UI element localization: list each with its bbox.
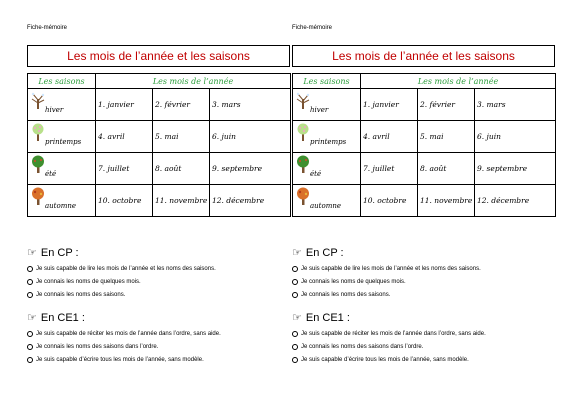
objective-text: Je suis capable de lire les mois de l’année et les noms des saisons. xyxy=(301,265,481,272)
season-cell xyxy=(28,153,96,185)
objective-item[interactable] xyxy=(27,275,290,288)
objective-item[interactable] xyxy=(27,262,290,275)
month-cell: 2. février xyxy=(153,89,210,121)
season-name: été xyxy=(310,170,322,178)
autumn-tree-icon xyxy=(295,187,311,205)
ce1-objectives xyxy=(27,311,290,366)
header-seasons: Les saisons xyxy=(293,74,361,89)
table-row xyxy=(293,153,556,185)
pointing-hand-icon: ☞ xyxy=(292,312,302,324)
season-name: printemps xyxy=(45,138,82,146)
ce1-heading: En CE1 : xyxy=(305,311,350,324)
pointing-hand-icon: ☞ xyxy=(292,247,302,259)
month-cell: 2. février xyxy=(418,89,475,121)
table-row xyxy=(293,185,556,217)
month-cell: 7. juillet xyxy=(96,153,153,185)
table-header-row xyxy=(293,74,556,89)
checkbox-circle-icon[interactable] xyxy=(27,357,33,363)
month-cell: 11. novembre xyxy=(418,185,475,217)
season-cell xyxy=(28,121,96,153)
table-row xyxy=(293,89,556,121)
objective-item[interactable] xyxy=(292,340,555,353)
checkbox-circle-icon[interactable] xyxy=(27,266,33,272)
objective-item[interactable] xyxy=(27,288,290,301)
ce1-heading: En CE1 : xyxy=(40,311,85,324)
month-cell: 6. juin xyxy=(210,121,291,153)
month-cell: 8. août xyxy=(418,153,475,185)
month-cell: 1. janvier xyxy=(361,89,418,121)
season-cell xyxy=(28,185,96,217)
cp-heading: En CP : xyxy=(305,246,344,259)
objective-text: Je connais les noms des saisons dans l’ordre. xyxy=(301,343,424,350)
months-table xyxy=(292,73,556,217)
objective-text: Je suis capable d’écrire tous les mois de l’année, sans modèle. xyxy=(301,356,469,363)
season-name: hiver xyxy=(45,106,64,114)
objective-text: Je connais les noms des saisons. xyxy=(301,291,391,298)
objective-text: Je connais les noms de quelques mois. xyxy=(301,278,406,285)
winter-tree-icon xyxy=(295,91,311,109)
header-months: Les mois de l’année xyxy=(361,74,556,89)
season-name: automne xyxy=(45,202,76,210)
table-row xyxy=(28,121,291,153)
objective-text: Je suis capable de réciter les mois de l’année dans l’ordre, sans aide. xyxy=(301,330,486,337)
table-row xyxy=(293,121,556,153)
summer-tree-icon xyxy=(30,155,46,173)
checkbox-circle-icon[interactable] xyxy=(27,279,33,285)
season-cell xyxy=(293,185,361,217)
months-table xyxy=(27,73,291,217)
month-cell: 3. mars xyxy=(210,89,291,121)
table-row xyxy=(28,185,291,217)
pointing-hand-icon: ☞ xyxy=(27,247,37,259)
checkbox-circle-icon[interactable] xyxy=(292,279,298,285)
table-row xyxy=(28,89,291,121)
header-seasons: Les saisons xyxy=(28,74,96,89)
month-cell: 1. janvier xyxy=(96,89,153,121)
season-name: printemps xyxy=(310,138,347,146)
objective-item[interactable] xyxy=(27,340,290,353)
table-row xyxy=(28,153,291,185)
sheet-kicker: Fiche-mémoire xyxy=(27,25,68,31)
season-cell xyxy=(293,121,361,153)
objective-text: Je connais les noms des saisons dans l’ordre. xyxy=(36,343,159,350)
sheet-title: Les mois de l’année et les saisons xyxy=(67,49,250,63)
month-cell: 7. juillet xyxy=(361,153,418,185)
checkbox-circle-icon[interactable] xyxy=(292,331,298,337)
objective-item[interactable] xyxy=(292,275,555,288)
memo-sheet-right xyxy=(292,0,555,400)
summer-tree-icon xyxy=(295,155,311,173)
spring-tree-icon xyxy=(295,123,311,141)
season-name: été xyxy=(45,170,57,178)
cp-objectives xyxy=(292,246,555,301)
month-cell: 9. septembre xyxy=(475,153,556,185)
winter-tree-icon xyxy=(30,91,46,109)
sheet-title: Les mois de l’année et les saisons xyxy=(332,49,515,63)
month-cell: 4. avril xyxy=(361,121,418,153)
season-cell xyxy=(293,153,361,185)
objective-item[interactable] xyxy=(292,353,555,366)
ce1-objectives xyxy=(292,311,555,366)
objective-item[interactable] xyxy=(27,327,290,340)
month-cell: 5. mai xyxy=(153,121,210,153)
month-cell: 3. mars xyxy=(475,89,556,121)
month-cell: 10. octobre xyxy=(96,185,153,217)
checkbox-circle-icon[interactable] xyxy=(292,357,298,363)
table-header-row xyxy=(28,74,291,89)
spring-tree-icon xyxy=(30,123,46,141)
checkbox-circle-icon[interactable] xyxy=(27,292,33,298)
cp-heading: En CP : xyxy=(40,246,79,259)
checkbox-circle-icon[interactable] xyxy=(292,266,298,272)
objective-text: Je suis capable de lire les mois de l’année et les noms des saisons. xyxy=(36,265,216,272)
pointing-hand-icon: ☞ xyxy=(27,312,37,324)
header-months: Les mois de l’année xyxy=(96,74,291,89)
cp-objectives xyxy=(27,246,290,301)
sheet-kicker: Fiche-mémoire xyxy=(292,25,333,31)
month-cell: 10. octobre xyxy=(361,185,418,217)
objective-item[interactable] xyxy=(27,353,290,366)
objective-text: Je connais les noms des saisons. xyxy=(36,291,126,298)
objective-item[interactable] xyxy=(292,288,555,301)
title-box xyxy=(27,45,290,67)
objective-text: Je connais les noms de quelques mois. xyxy=(36,278,141,285)
month-cell: 9. septembre xyxy=(210,153,291,185)
month-cell: 12. décembre xyxy=(210,185,291,217)
season-name: automne xyxy=(310,202,341,210)
objective-item[interactable] xyxy=(292,262,555,275)
checkbox-circle-icon[interactable] xyxy=(27,331,33,337)
title-box xyxy=(292,45,555,67)
objective-item[interactable] xyxy=(292,327,555,340)
checkbox-circle-icon[interactable] xyxy=(292,292,298,298)
month-cell: 5. mai xyxy=(418,121,475,153)
season-name: hiver xyxy=(310,106,329,114)
season-cell xyxy=(293,89,361,121)
checkbox-circle-icon[interactable] xyxy=(292,344,298,350)
month-cell: 12. décembre xyxy=(475,185,556,217)
month-cell: 4. avril xyxy=(96,121,153,153)
month-cell: 6. juin xyxy=(475,121,556,153)
autumn-tree-icon xyxy=(30,187,46,205)
memo-sheet-left xyxy=(27,0,290,400)
month-cell: 11. novembre xyxy=(153,185,210,217)
season-cell xyxy=(28,89,96,121)
objective-text: Je suis capable de réciter les mois de l’année dans l’ordre, sans aide. xyxy=(36,330,221,337)
checkbox-circle-icon[interactable] xyxy=(27,344,33,350)
objective-text: Je suis capable d’écrire tous les mois de l’année, sans modèle. xyxy=(36,356,204,363)
month-cell: 8. août xyxy=(153,153,210,185)
